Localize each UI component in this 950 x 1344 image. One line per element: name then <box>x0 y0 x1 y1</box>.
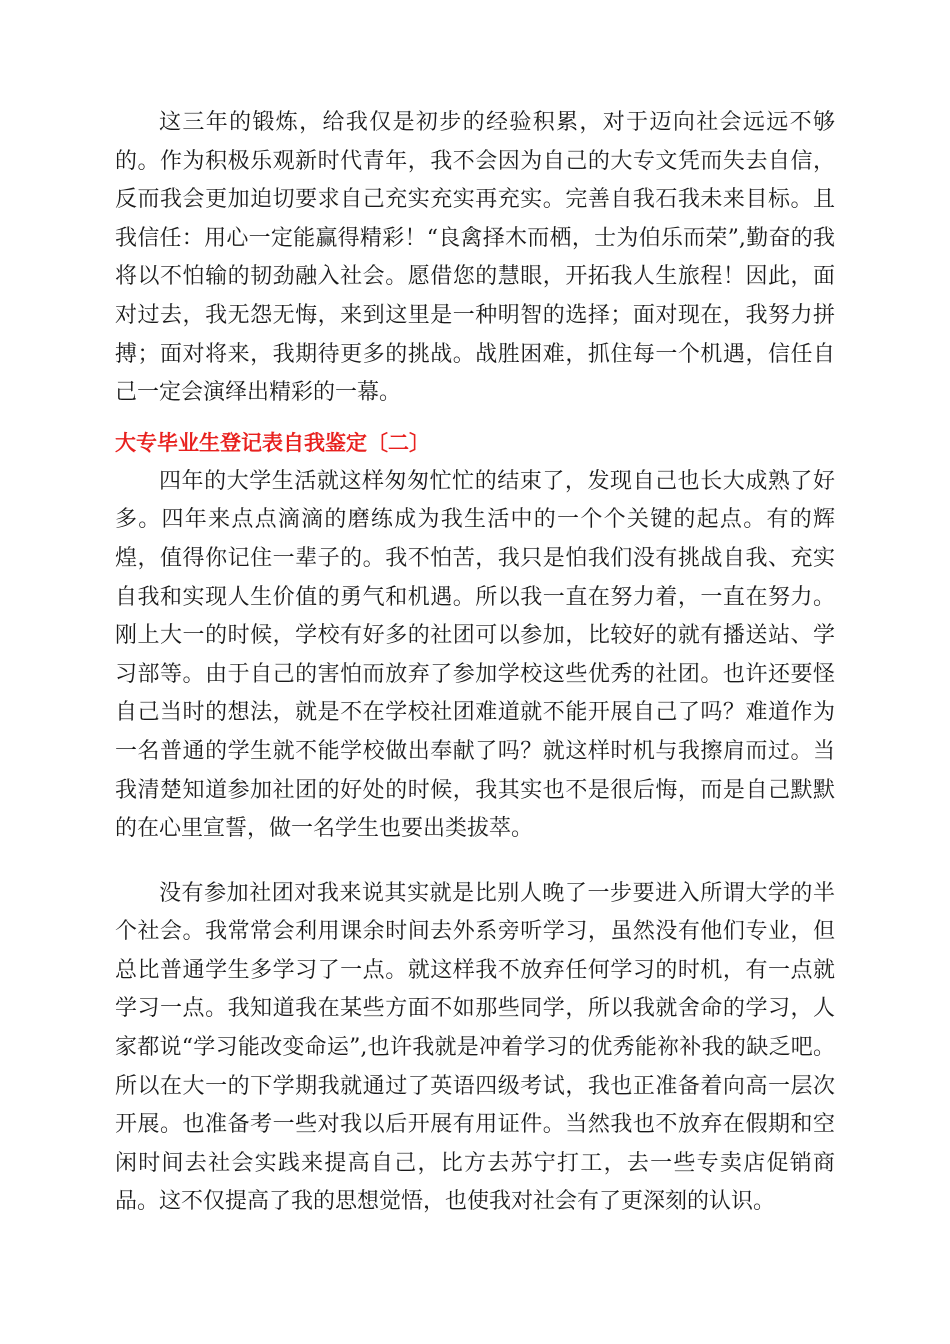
paragraph-intro: 这三年的锻炼，给我仅是初步的经验积累，对于迈向社会远远不够的。作为积极乐观新时代青年，我不会因为自己的大专文凭而失去自信，反而我会更加迫切要求自己充实充实再充实。完善自我石我未来目标。且我信任：用心一定能赢得精彩！“良禽择木而栖，士为伯乐而荣”,勤奋的我将以不怕输的韧劲融入社会。愿借您的慧眼，开拓我人生旅程！因此，面对过去，我无怨无悔，来到这里是一种明智的选择；面对现在，我努力拼搏；面对将来，我期待更多的挑战。战胜困难，抓住每一个机遇，信任自己一定会演绎出精彩的一幕。 <box>115 110 835 406</box>
paragraph-study-effort: 没有参加社团对我来说其实就是比别人晚了一步要进入所谓大学的半个社会。我常常会利用课余时间去外系旁听学习，虽然没有他们专业，但总比普通学生多学习了一点。就这样我不放弃任何学习的时机，有一点就学习一点。我知道我在某些方面不如那些同学，所以我就舍命的学习，人家都说“学习能改变命运”,也许我就是冲着学习的优秀能祢补我的缺乏吧。所以在大一的下学期我就通过了英语四级考试，我也正准备着向高一层次开展。也准备考一些对我以后开展有用证件。当然我也不放弃在假期和空闲时间去社会实践来提高自己，比方去苏宁打工，去一些专卖店促销商品。这不仅提高了我的思想觉悟，也使我对社会有了更深刻的认识。 <box>115 880 835 1215</box>
section-heading: 大专毕业生登记表自我鉴定〔二〕 <box>115 430 430 455</box>
paragraph-university-life: 四年的大学生活就这样匆匆忙忙的结束了，发现自己也长大成熟了好多。四年来点点滴滴的磨练成为我生活中的一个个关键的起点。有的辉煌，值得你记住一辈子的。我不怕苦，我只是怕我们没有挑战自我、充实自我和实现人生价值的勇气和机遇。所以我一直在努力着，一直在努力。刚上大一的时候，学校有好多的社团可以参加，比较好的就有播送站、学习部等。由于自己的害怕而放弃了参加学校这些优秀的社团。也许还要怪自己当时的想法，就是不在学校社团难道就不能开展自己了吗？难道作为一名普通的学生就不能学校做出奉献了吗？就这样时机与我擦肩而过。当我清楚知道参加社团的好处的时候，我其实也不是很后悔，而是自己默默的在心里宣誓，做一名学生也要出类拔萃。 <box>115 468 835 842</box>
document-page <box>115 104 835 1222</box>
